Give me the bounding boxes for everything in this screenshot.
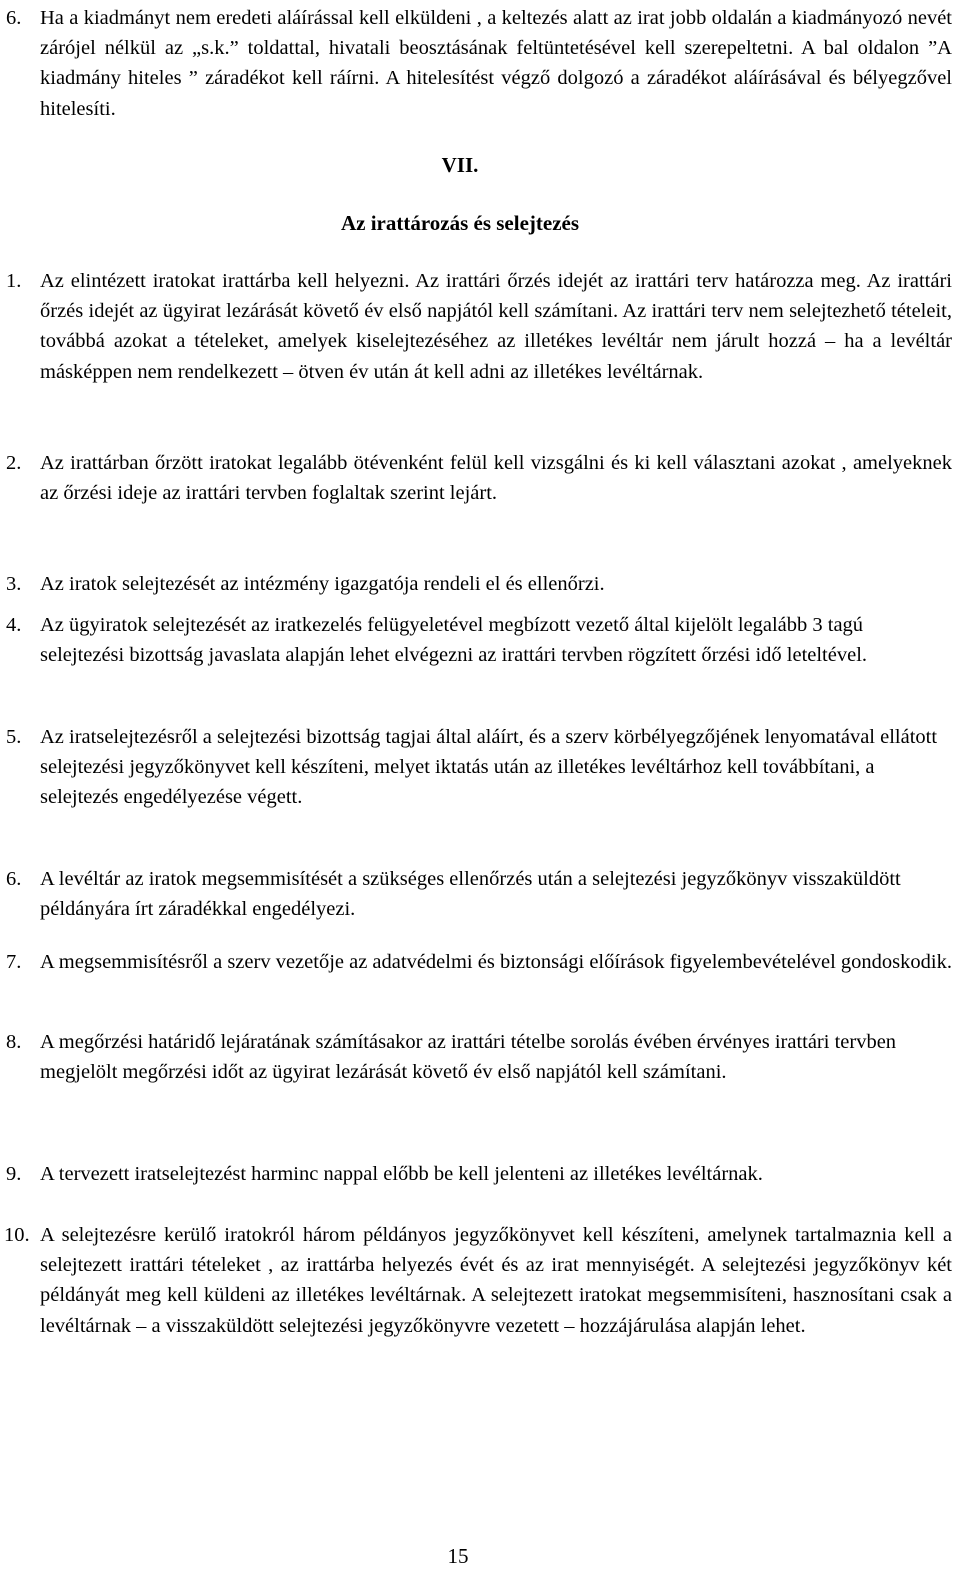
paragraph-6 bbox=[0, 864, 960, 924]
paragraph-text: A tervezett iratselejtezést harminc nappal előbb be kell jelenteni az illetékes levéltárnak. bbox=[40, 1163, 763, 1185]
paragraph-1 bbox=[0, 266, 960, 387]
paragraph-number: 6. bbox=[6, 868, 22, 890]
paragraph-text: Az irattárban őrzött iratokat legalább ötévenként felül kell vizsgálni és ki kell választani azokat , amelyeknek az őrzési ideje az irattári tervben foglaltak szerint lejárt. bbox=[40, 452, 952, 505]
chapter-number: VII. bbox=[441, 153, 479, 177]
paragraph-number: 2. bbox=[6, 452, 22, 474]
paragraph-text: A megsemmisítésről a szerv vezetője az adatvédelmi és biztonsági előírások figyelembevételével gondoskodik. bbox=[40, 951, 952, 973]
paragraph-text: A megőrzési határidő lejáratának számításakor az irattári tételbe sorolás évében érvényes irattári tervben megjelölt megőrzési időt az ügyirat lezárását követő év első napjától kell számítani. bbox=[40, 1031, 897, 1084]
paragraph-number: 7. bbox=[6, 951, 22, 973]
paragraph-number: 5. bbox=[6, 726, 22, 748]
page-number: 15 bbox=[447, 1544, 469, 1568]
paragraph-number: 1. bbox=[6, 270, 22, 292]
paragraph-10 bbox=[0, 1220, 960, 1341]
paragraph-text: Az iratselejtezésről a selejtezési bizottság tagjai által aláírt, és a szerv körbélyegzőjének lenyomatával ellátott selejtezési jegyzőkönyvet kell készíteni, melyet iktatás után az illetékes levéltárhoz kell továbbítani, a selejtezés engedélyezése végett. bbox=[40, 726, 938, 809]
paragraph-text: A levéltár az iratok megsemmisítését a szükséges ellenőrzés után a selejtezési jegyzőkönyv visszaküldött példányára írt záradékkal engedélyezi. bbox=[40, 868, 901, 921]
paragraph-number: 6. bbox=[6, 7, 22, 29]
paragraph-text: Az elintézett iratokat irattárba kell helyezni. Az irattári őrzés idejét az irattári terv határozza meg. Az irattári őrzés idejét az ügyirat lezárását követő év első napjától kell számítani. Az irattári terv nem selejtezhető tételeit, továbbá azokat a tételeket, amelyek kiselejtezéséhez az illetékes levéltár nem járult hozzá – ha a levéltár másképpen nem rendelkezett – ötven év után át kell adni az illetékes levéltárnak. bbox=[40, 270, 952, 383]
paragraph-9 bbox=[0, 1159, 960, 1189]
paragraph-number: 3. bbox=[6, 573, 22, 595]
paragraph-number: 4. bbox=[6, 614, 22, 636]
paragraph-text: A selejtezésre kerülő iratokról három példányos jegyzőkönyvet kell készíteni, amelynek tartalmaznia kell a selejtezett irattári tételeket , az irattárba helyezés évét és az irat mennyiségét. A selejtezési jegyzőkönyv két példányát meg kell küldeni az illetékes levéltárnak. A selejtezett iratokat megsemmisíteni, hasznosítani csak a levéltárnak – a visszaküldött selejtezési jegyzőkönyvre vezetett – hozzájárulása alapján lehet. bbox=[40, 1224, 952, 1337]
paragraph-number: 9. bbox=[6, 1163, 22, 1185]
chapter-title: Az irattározás és selejtezés bbox=[340, 211, 580, 235]
paragraph-3 bbox=[0, 569, 960, 599]
paragraph-5 bbox=[0, 722, 960, 813]
paragraph-7 bbox=[0, 947, 960, 977]
paragraph-8 bbox=[0, 1027, 960, 1087]
paragraph-6-top bbox=[0, 3, 960, 124]
paragraph-number: 8. bbox=[6, 1031, 22, 1053]
paragraph-4 bbox=[0, 610, 960, 670]
paragraph-number: 10. bbox=[4, 1224, 30, 1246]
paragraph-text: Ha a kiadmányt nem eredeti aláírással kell elküldeni , a keltezés alatt az irat jobb oldalán a kiadmányozó nevét zárójel nélkül az „s.k.” toldattal, hivatali beosztásának feltüntetésével kell szerepeltetni. A bal oldalon ”A kiadmány hiteles ” záradékot kell ráírni. A hitelesítést végző dolgozó a záradékot aláírásával és bélyegzővel hitelesíti. bbox=[40, 7, 952, 120]
paragraph-2 bbox=[0, 448, 960, 508]
paragraph-text: Az ügyiratok selejtezését az iratkezelés felügyeletével megbízott vezető által kijelölt legalább 3 tagú selejtezési bizottság javaslata alapján lehet elvégezni az irattári tervben rögzített őrzési idő leteltével. bbox=[40, 614, 868, 667]
paragraph-text: Az iratok selejtezését az intézmény igazgatója rendeli el és ellenőrzi. bbox=[40, 573, 605, 595]
